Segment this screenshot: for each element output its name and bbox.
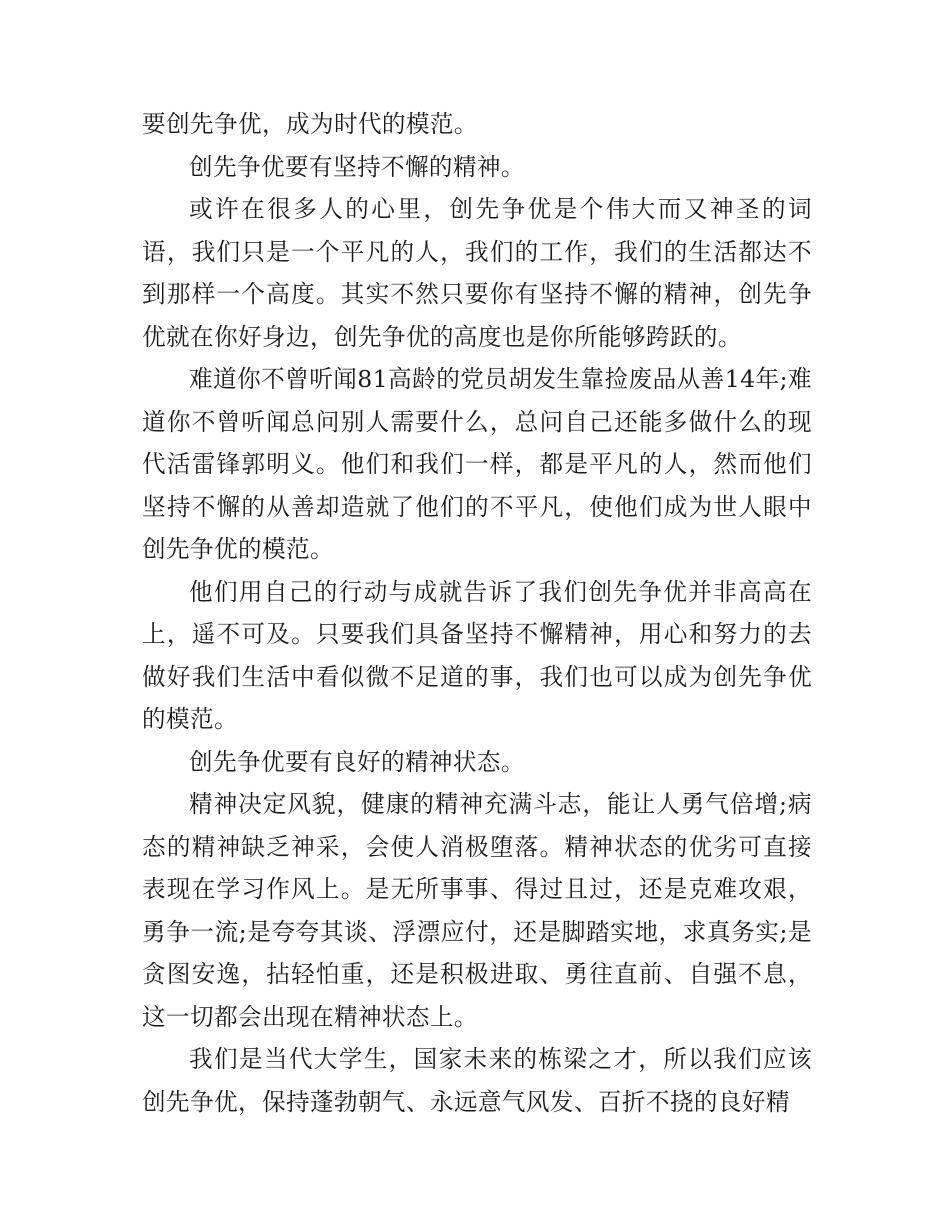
document-body <box>142 103 812 1123</box>
paragraph: 我们是当代大学生，国家未来的栋梁之才，所以我们应该创先争优，保持蓬勃朝气、永远意气风发、百折不挠的良好精 <box>142 1045 812 1116</box>
paragraph: 他们用自己的行动与成就告诉了我们创先争优并非高高在上，遥不可及。只要我们具备坚持不懈精神，用心和努力的去做好我们生活中看似微不足道的事，我们也可以成为创先争优的模范。 <box>142 577 812 733</box>
paragraph: 创先争优要有坚持不懈的精神。 <box>189 152 525 181</box>
paragraph: 精神决定风貌，健康的精神充满斗志，能让人勇气倍增;病态的精神缺乏神采，会使人消极堕落。精神状态的优劣可直接表现在学习作风上。是无所事事、得过且过，还是克难攻艰，勇争一流;是夸夸其谈、浮漂应付，还是脚踏实地，求真务实;是贪图安逸，拈轻怕重，还是积极进取、勇往直前、自强不息，这一切都会出现在精神状态上。 <box>142 790 812 1031</box>
paragraph: 或许在很多人的心里，创先争优是个伟大而又神圣的词语，我们只是一个平凡的人，我们的工作，我们的生活都达不到那样一个高度。其实不然只要你有坚持不懈的精神，创先争优就在你好身边，创先争优的高度也是你所能够跨跃的。 <box>142 195 812 351</box>
paragraph: 难道你不曾听闻81高龄的党员胡发生靠捡废品从善14年;难道你不曾听闻总问别人需要什么，总问自己还能多做什么的现代活雷锋郭明义。他们和我们一样，都是平凡的人，然而他们坚持不懈的从善却造就了他们的不平凡，使他们成为世人眼中创先争优的模范。 <box>142 365 812 563</box>
paragraph: 要创先争优，成为时代的模范。 <box>142 110 478 138</box>
paragraph: 创先争优要有良好的精神状态。 <box>189 747 525 776</box>
